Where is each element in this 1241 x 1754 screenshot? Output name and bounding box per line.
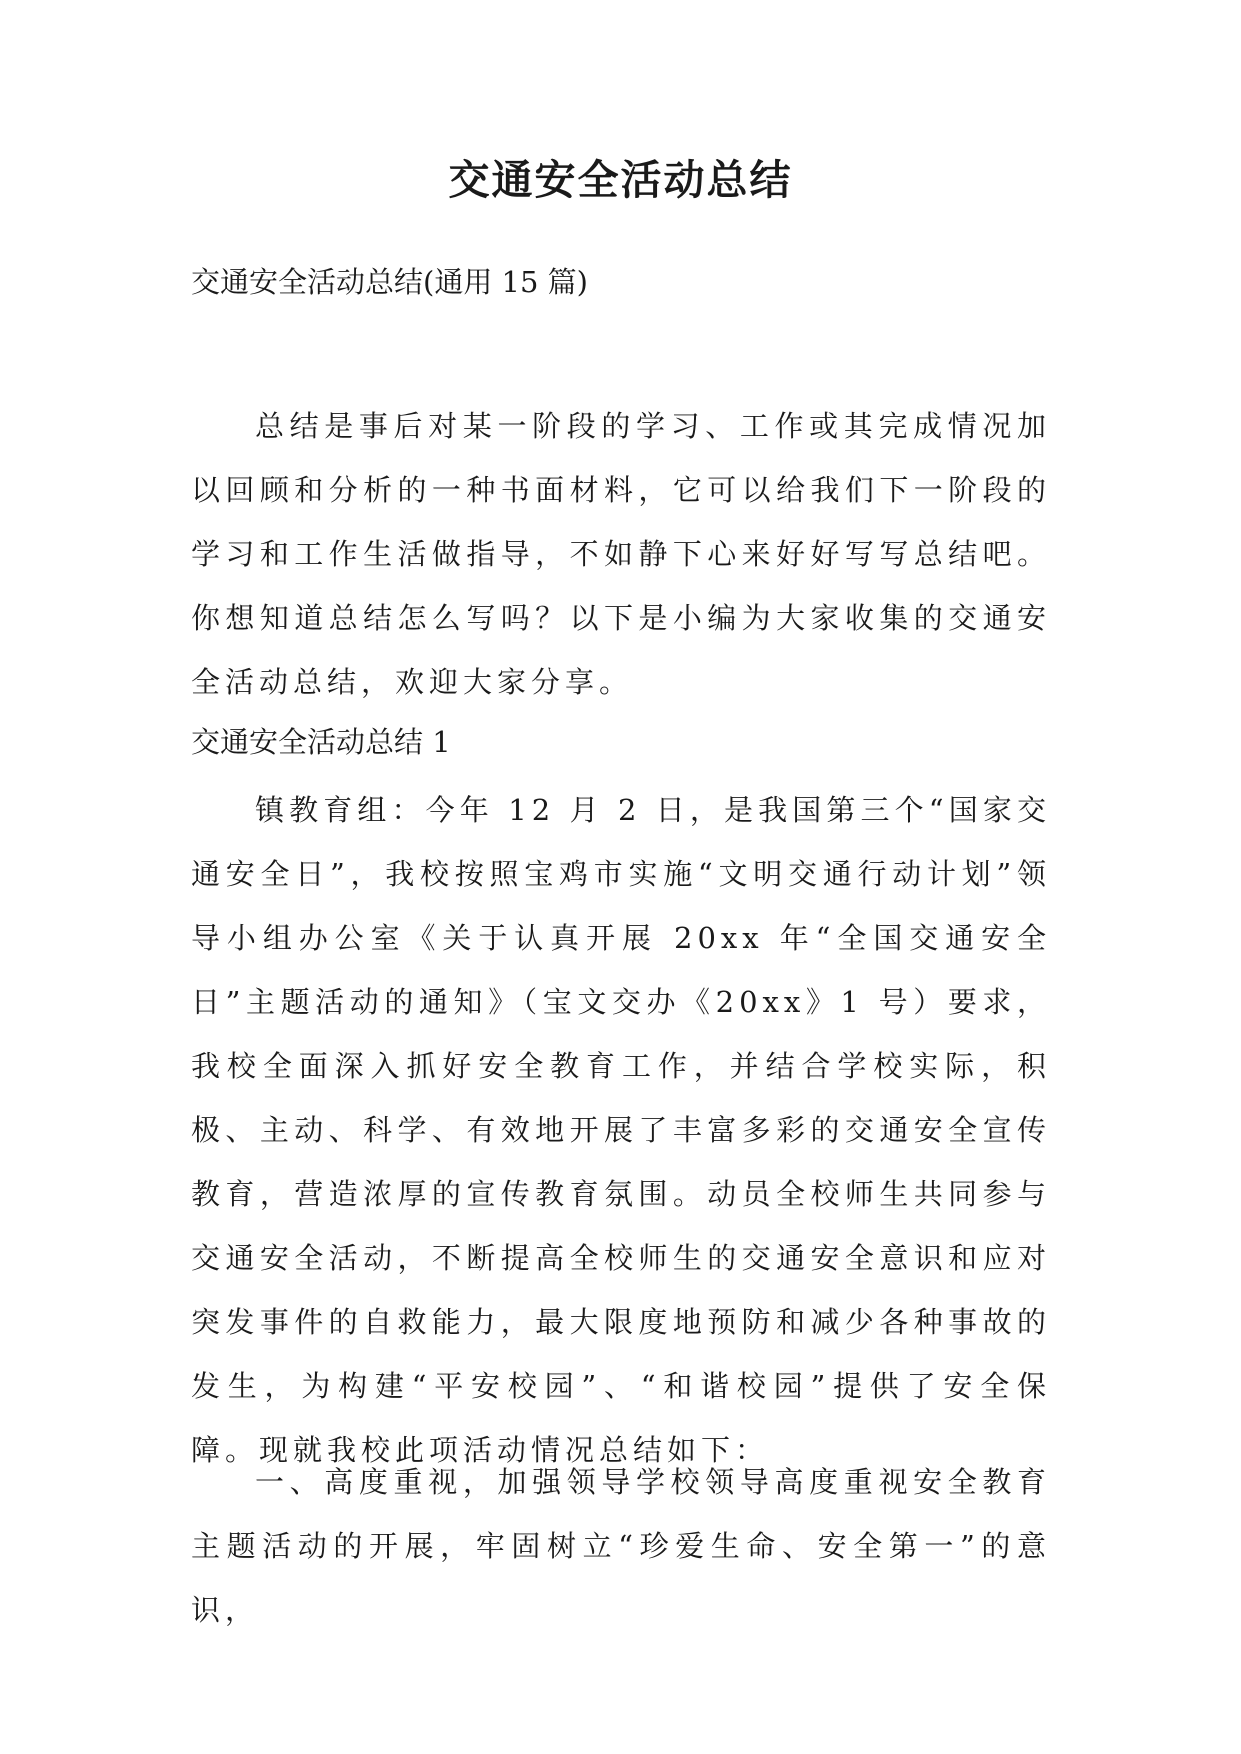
document-title: 交通安全活动总结 bbox=[448, 156, 793, 204]
body-paragraph-1: 镇教育组：今年 12 月 2 日，是我国第三个“国家交通安全日”，我校按照宝鸡市实施“文明交通行动计划”领导小组办公室《关于认真开展 20xx 年“全国交通安全日”主题活动的通知》（宝文交办《20xx》1 号）要求，我校全面深入抓好安全教育工作，并结合学校实际，积极、主动、科学、有效地开展了丰富多彩的交通安全宣传教育，营造浓厚的宣传教育氛围。动员全校师生共同参与交通安全活动，不断提高全校师生的交通安全意识和应对突发事件的自救能力，最大限度地预防和减少各种事故的发生，为构建“平安校园”、“和谐校园”提供了安全保障。现就我校此项活动情况总结如下： bbox=[191, 793, 1051, 1467]
intro-paragraph: 总结是事后对某一阶段的学习、工作或其完成情况加以回顾和分析的一种书面材料，它可以给我们下一阶段的学习和工作生活做指导，不如静下心来好好写写总结吧。你想知道总结怎么写吗？以下是小编为大家收集的交通安全活动总结，欢迎大家分享。 bbox=[191, 409, 1051, 699]
body-paragraph-2: 一、高度重视，加强领导学校领导高度重视安全教育主题活动的开展，牢固树立“珍爱生命、安全第一”的意识， bbox=[191, 1465, 1051, 1627]
document-subtitle: 交通安全活动总结(通用 15 篇) bbox=[191, 265, 588, 299]
section-heading: 交通安全活动总结 1 bbox=[191, 725, 451, 759]
